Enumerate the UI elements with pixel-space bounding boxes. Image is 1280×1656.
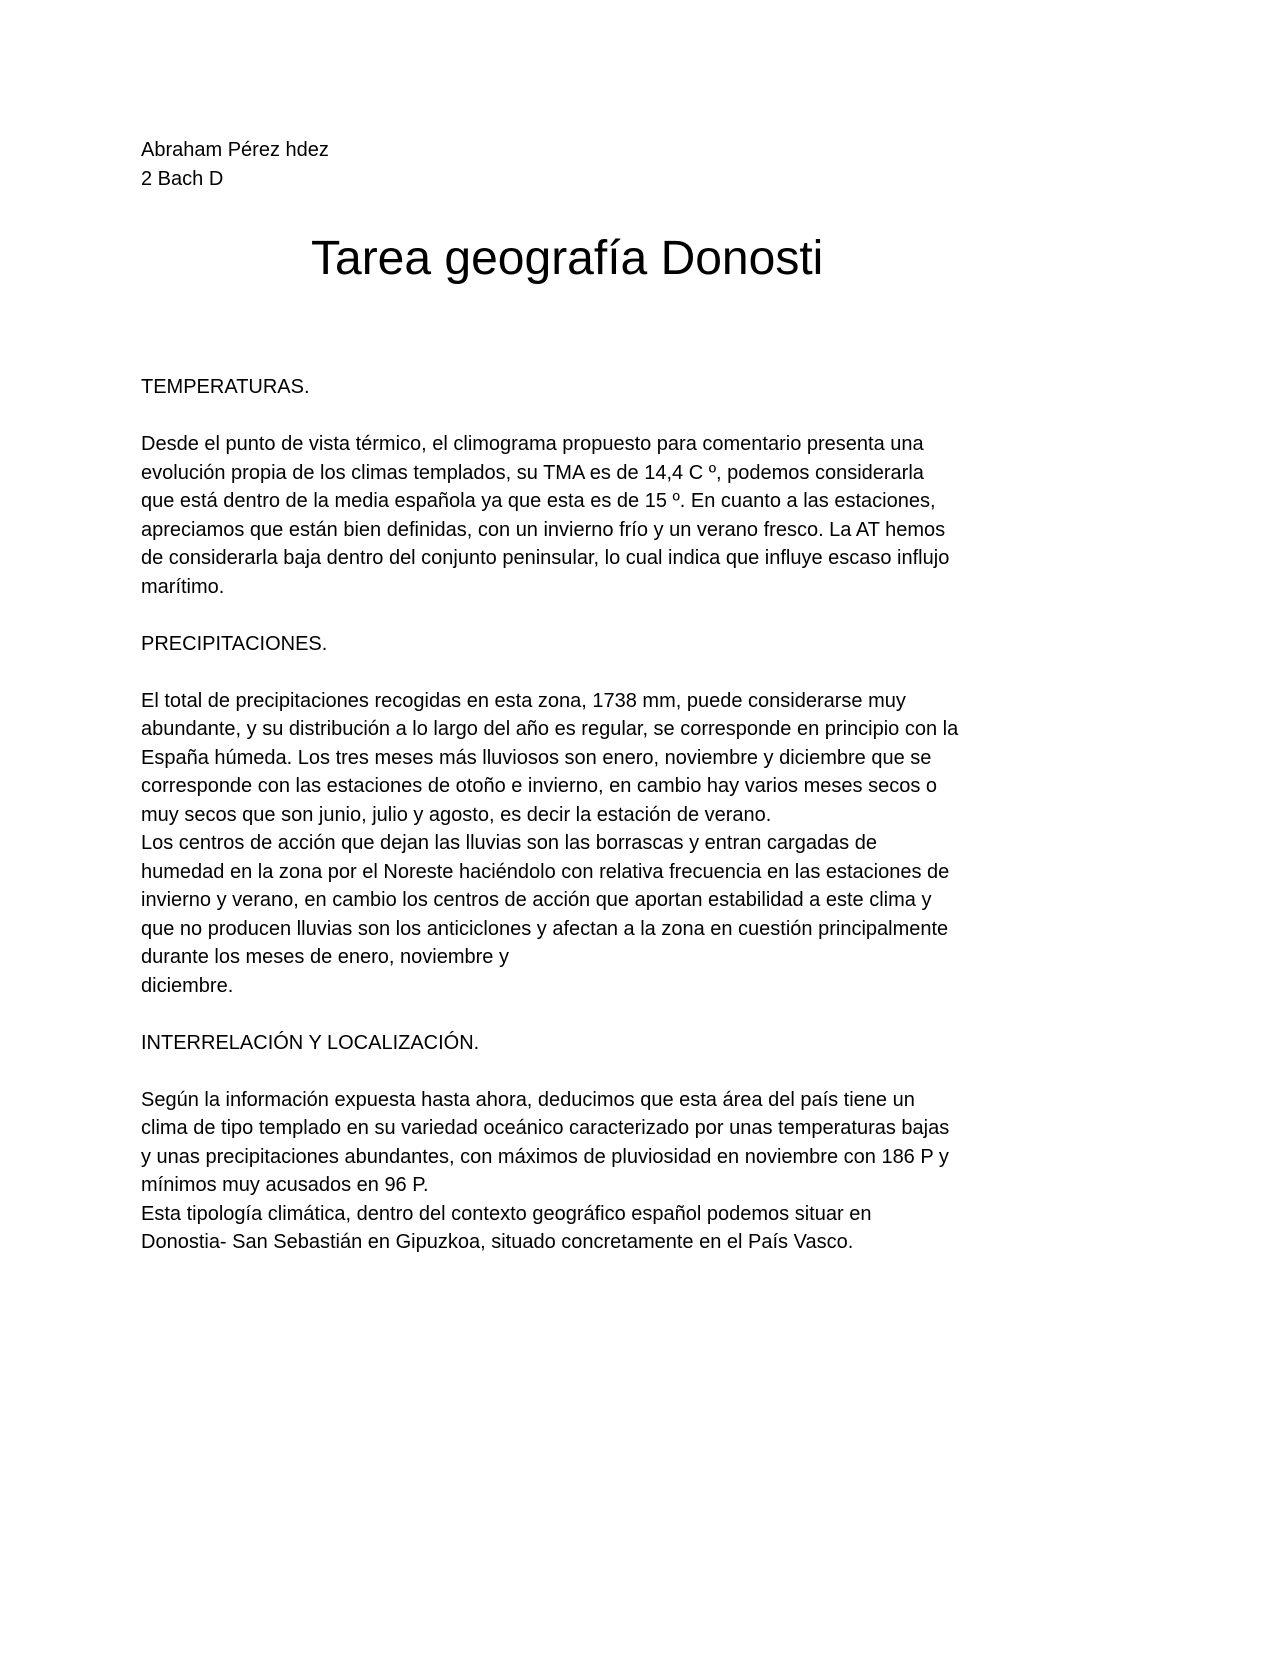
spacer — [141, 1000, 1041, 1029]
paragraph-line: Los centros de acción que dejan las lluvias son las borrascas y entran cargadas de — [141, 832, 877, 854]
class-label: 2 Bach D — [141, 167, 224, 190]
paragraph-line: diciembre. — [141, 974, 234, 997]
paragraph-line: evolución propia de los climas templados, su TMA es de 14,4 C º, podemos considerarla — [141, 461, 924, 484]
section-heading-precipitaciones: PRECIPITACIONES. — [141, 632, 328, 655]
paragraph-line: mínimos muy acusados en 96 P. — [141, 1174, 429, 1196]
paragraph-line: España húmeda. Los tres meses más lluviosos son enero, noviembre y diciembre que se — [141, 746, 932, 769]
spacer — [141, 287, 1041, 373]
spacer — [141, 402, 1041, 431]
paragraph-line: muy secos que son junio, julio y agosto, es decir la estación de verano. — [141, 803, 772, 826]
paragraph-line: clima de tipo templado en su variedad oceánico caracterizado por unas temperaturas bajas — [141, 1117, 950, 1139]
paragraph-line: durante los meses de enero, noviembre y — [141, 946, 509, 968]
paragraph-line: que está dentro de la media española ya que esta es de 15 º. En cuanto a las estaciones, — [141, 490, 936, 512]
paragraph-line: marítimo. — [141, 575, 225, 598]
spacer — [141, 658, 1041, 687]
document-content — [141, 136, 1041, 1257]
section-body-temperaturas — [141, 430, 1041, 601]
paragraph-line: abundante, y su distribución a lo largo del año es regular, se corresponde en principio con la — [141, 718, 959, 740]
author-name: Abraham Pérez hdez — [141, 139, 329, 161]
paragraph-line: apreciamos que están bien definidas, con un invierno frío y un verano fresco. La AT hemos — [141, 518, 946, 541]
section-body-interrelacion — [141, 1086, 1041, 1257]
paragraph-line: corresponde con las estaciones de otoño e invierno, en cambio hay varios meses secos o — [141, 775, 938, 797]
section-heading-interrelacion: INTERRELACIÓN Y LOCALIZACIÓN. — [141, 1031, 480, 1054]
section-body-precipitaciones — [141, 687, 1041, 1001]
paragraph-line: El total de precipitaciones recogidas en esta zona, 1738 mm, puede considerarse muy — [141, 689, 906, 712]
paragraph-line: que no producen lluvias son los anticiclones y afectan a la zona en cuestión principalmente — [141, 917, 949, 940]
paragraph-line: Esta tipología climática, dentro del contexto geográfico español podemos situar en — [141, 1202, 872, 1225]
paragraph-line: de considerarla baja dentro del conjunto peninsular, lo cual indica que influye escaso influjo — [141, 547, 950, 569]
paragraph-line: Donostia- San Sebastián en Gipuzkoa, situado concretamente en el País Vasco. — [141, 1231, 854, 1253]
spacer — [141, 601, 1041, 630]
paragraph-line: y unas precipitaciones abundantes, con máximos de pluviosidad en noviembre con 186 P y — [141, 1145, 949, 1168]
paragraph-line: Según la información expuesta hasta ahora, deducimos que esta área del país tiene un — [141, 1088, 915, 1111]
paragraph-line: humedad en la zona por el Noreste haciéndolo con relativa frecuencia en las estaciones de — [141, 860, 950, 883]
spacer — [141, 1057, 1041, 1086]
document-title: Tarea geografía Donosti — [311, 232, 824, 285]
section-heading-temperaturas: TEMPERATURAS. — [141, 376, 310, 398]
paragraph-line: invierno y verano, en cambio los centros de acción que aportan estabilidad a este clima y — [141, 889, 932, 911]
paragraph-line: Desde el punto de vista térmico, el climograma propuesto para comentario presenta una — [141, 433, 924, 455]
